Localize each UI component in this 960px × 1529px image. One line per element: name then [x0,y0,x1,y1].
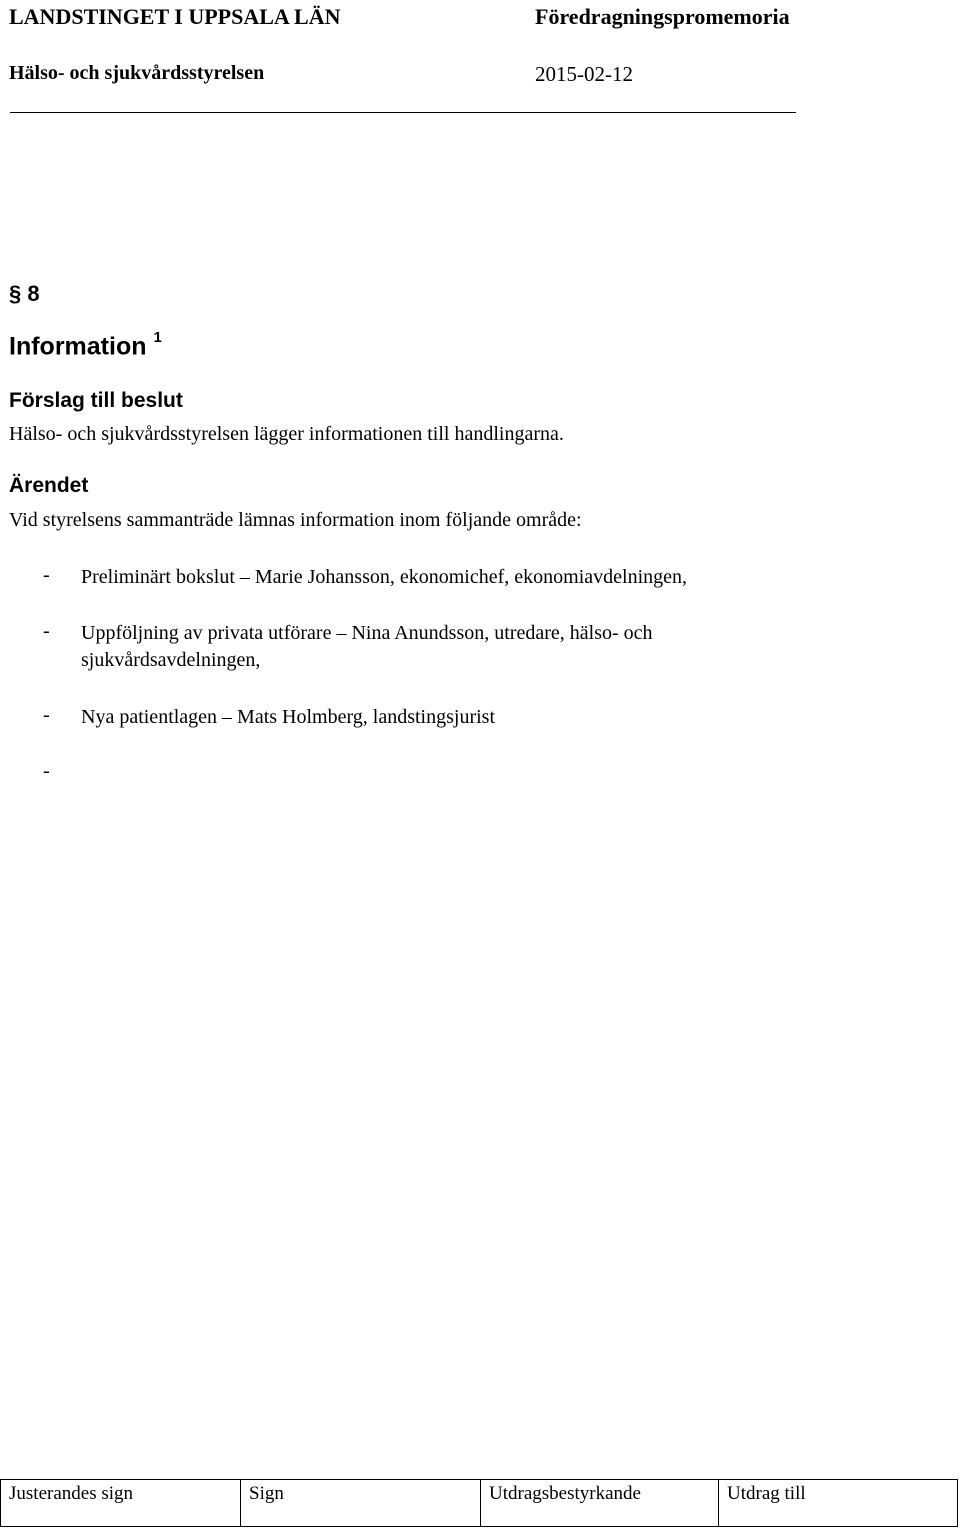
list-item [81,620,653,674]
list-item-dash: - [43,760,50,782]
signature-table [0,1479,958,1527]
matter-intro: Vid styrelsens sammanträde lämnas information inom följande område: [9,509,582,531]
proposal-heading: Förslag till beslut [9,389,183,412]
list-item: Nya patientlagen – Mats Holmberg, landstingsjurist [81,706,496,728]
signature-cell-utdragsbestyrkande: Utdragsbestyrkande [481,1480,719,1526]
section-number [9,281,40,307]
list-item-line: sjukvårdsavdelningen, [81,649,261,671]
board-name: Hälso- och sjukvårdsstyrelsen [9,62,265,84]
page-title-text: Information [9,332,147,361]
paragraph-symbol: § [9,281,22,306]
proposal-text: Hälso- och sjukvårdsstyrelsen lägger informationen till handlingarna. [9,423,564,445]
signature-cell-utdrag-till: Utdrag till [727,1483,806,1504]
matter-heading: Ärendet [9,474,89,497]
document-type: Föredragningspromemoria [535,4,790,29]
signature-cell-sign: Sign [241,1480,481,1526]
list-item-dash: - [43,620,50,642]
page-title [9,329,162,361]
section-number-value: 8 [27,281,40,306]
header-divider [10,112,796,113]
list-item-line: Uppföljning av privata utförare – Nina Anundsson, utredare, hälso- och [81,622,653,644]
list-item-dash: - [43,564,50,586]
page-title-superscript: 1 [153,329,162,346]
list-item-dash: - [43,704,50,726]
document-date: 2015-02-12 [535,62,633,86]
organization-name: LANDSTINGET I UPPSALA LÄN [9,4,341,29]
list-item: Preliminärt bokslut – Marie Johansson, ekonomichef, ekonomiavdelningen, [81,566,687,588]
signature-cell-justerandes: Justerandes sign [1,1480,241,1526]
